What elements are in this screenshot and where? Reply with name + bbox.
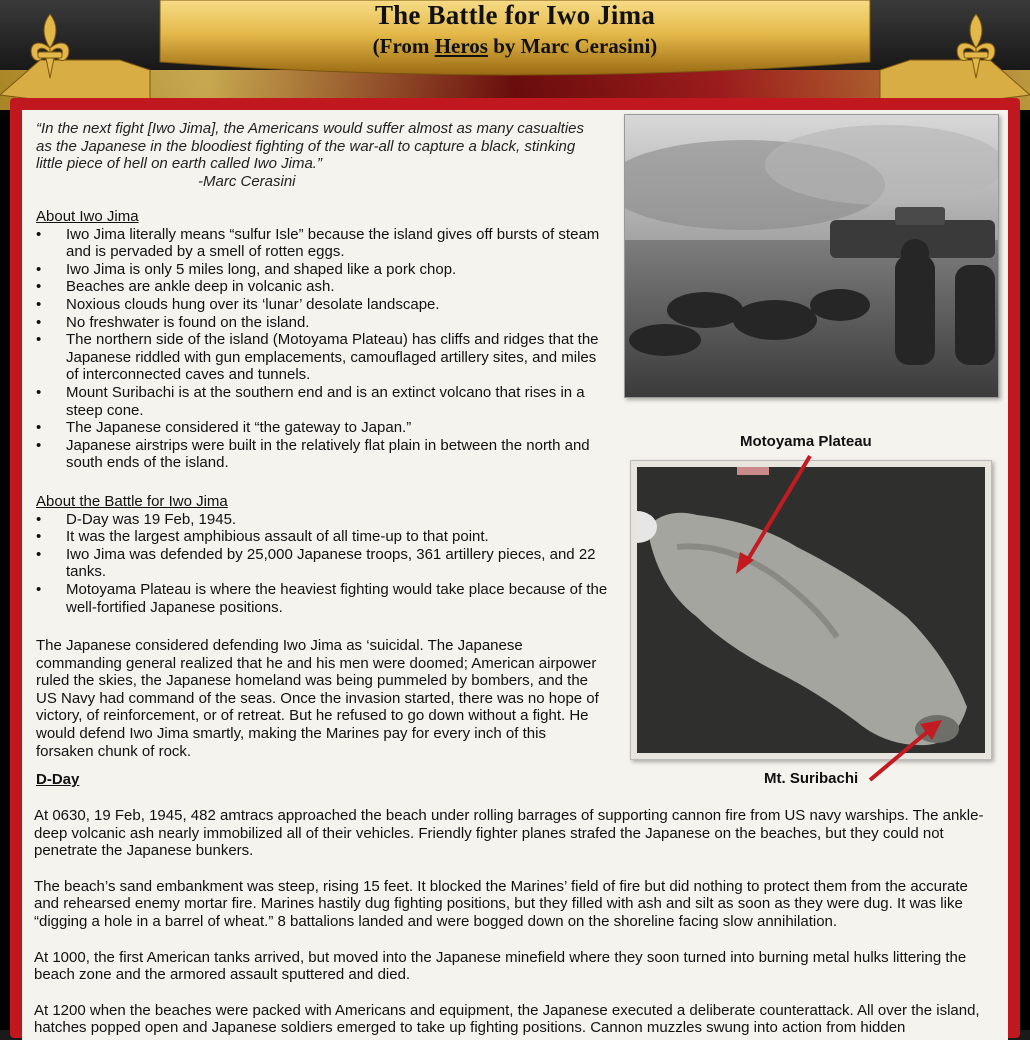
page-subtitle xyxy=(150,34,880,59)
list-item: • Iwo Jima is only 5 miles long, and shaped like a pork chop. xyxy=(36,261,608,279)
dday-paragraph: At 1200 when the beaches were packed with Americans and equipment, the Japanese executed a deliberate counterattack. All over the island, hatches popped open and Japanese soldiers emerged to take up fighting positions. Cannon muzzles swung into action from hidden xyxy=(34,1001,980,1037)
content-panel xyxy=(22,110,1008,1040)
subtitle-prefix: (From xyxy=(372,34,435,58)
quote-text: “In the next fight [Iwo Jima], the Americans would suffer almost as many casualties as the Japanese in the bloodiest fighting of the war-all to capture a black, stinking little piece of hell on earth called Iwo Jima.” xyxy=(36,120,585,173)
opening-quote xyxy=(36,120,596,190)
list-item: • The Japanese considered it “the gateway to Japan.” xyxy=(36,419,608,437)
arrow-to-suribachi xyxy=(862,710,952,790)
subtitle-suffix: by Marc Cerasini) xyxy=(487,34,658,58)
dday-body xyxy=(34,807,984,1040)
list-item: • Japanese airstrips were built in the relatively flat plain in between the north and south ends of the island. xyxy=(36,437,608,472)
motoyama-label: Motoyama Plateau xyxy=(740,433,872,450)
about-iwo-list xyxy=(36,226,608,472)
list-item: • It was the largest amphibious assault of all time-up to that point. xyxy=(36,528,608,546)
list-item: • D-Day was 19 Feb, 1945. xyxy=(36,511,608,529)
quote-author: -Marc Cerasini xyxy=(198,172,296,190)
japanese-defense-paragraph: The Japanese considered defending Iwo Jima as ‘suicidal. The Japanese commanding general realized that he and his men were doomed; American airpower ruled the skies, the Japanese homeland was being pummeled by bombers, and the US Navy had command of the seas. Once the invasion started, there was no hope of victory, of reinforcement, or of retreat. But he refused to go down without a fight. He would defend Iwo Jima smartly, making the Marines pay for every inch of this forsaken chunk of rock. xyxy=(36,637,599,760)
right-ribbon-end xyxy=(870,0,1030,110)
left-ribbon-end xyxy=(0,0,160,110)
subtitle-book-title: Heros xyxy=(434,34,488,58)
list-item: • Iwo Jima literally means “sulfur Isle” because the island gives off bursts of steam and is pervaded by a smell of rotten eggs. xyxy=(36,226,608,261)
dday-paragraph: At 0630, 19 Feb, 1945, 482 amtracs approached the beach under rolling barrages of supporting cannon fire from US navy warships. The ankle-deep volcanic ash nearly immobilized all of their vehicles. Friendly fighter planes strafed the Japanese on the beaches, but they could not penetrate the Japanese bunkers. xyxy=(34,807,984,860)
title-banner xyxy=(150,0,880,90)
arrow-to-motoyama xyxy=(722,448,822,578)
about-battle-section xyxy=(36,493,608,616)
page-title: The Battle for Iwo Jima xyxy=(374,0,656,30)
list-item: • Beaches are ankle deep in volcanic ash. xyxy=(36,278,608,296)
list-item: • Noxious clouds hung over its ‘lunar’ desolate landscape. xyxy=(36,296,608,314)
marines-landing-photo xyxy=(624,114,999,398)
dday-paragraph: The beach’s sand embankment was steep, rising 15 feet. It blocked the Marines’ field of fire but did nothing to protect them from the accurate and rehearsed enemy mortar fire. Marines hastily dug fighting positions, but they filled with ash and silt as soon as they were dug. It was like “digging a hole in a barrel of wheat.” 8 battalions landed and were bogged down on the shoreline facing slow annihilation. xyxy=(34,877,968,930)
dday-heading: D-Day xyxy=(36,771,80,788)
list-item: • Motoyama Plateau is where the heaviest fighting would take place because of the well-fortified Japanese positions. xyxy=(36,581,608,616)
about-iwo-heading: About Iwo Jima xyxy=(36,208,139,225)
about-battle-list xyxy=(36,511,608,617)
list-item: • Mount Suribachi is at the southern end and is an extinct volcano that rises in a steep cone. xyxy=(36,384,608,419)
list-item: • The northern side of the island (Motoyama Plateau) has cliffs and ridges that the Japanese riddled with gun emplacements, camouflaged artillery sites, and miles of interconnected caves and tunnels. xyxy=(36,331,608,384)
dday-paragraph: At 1000, the first American tanks arrived, but moved into the Japanese minefield where they soon turned into burning metal hulks littering the beach zone and the armored assault sputtered and died. xyxy=(34,948,967,984)
suribachi-label: Mt. Suribachi xyxy=(764,770,859,787)
list-item: • No freshwater is found on the island. xyxy=(36,314,608,332)
about-iwo-section xyxy=(36,208,608,472)
about-battle-heading: About the Battle for Iwo Jima xyxy=(36,493,228,510)
list-item: • Iwo Jima was defended by 25,000 Japanese troops, 361 artillery pieces, and 22 tanks. xyxy=(36,546,608,581)
